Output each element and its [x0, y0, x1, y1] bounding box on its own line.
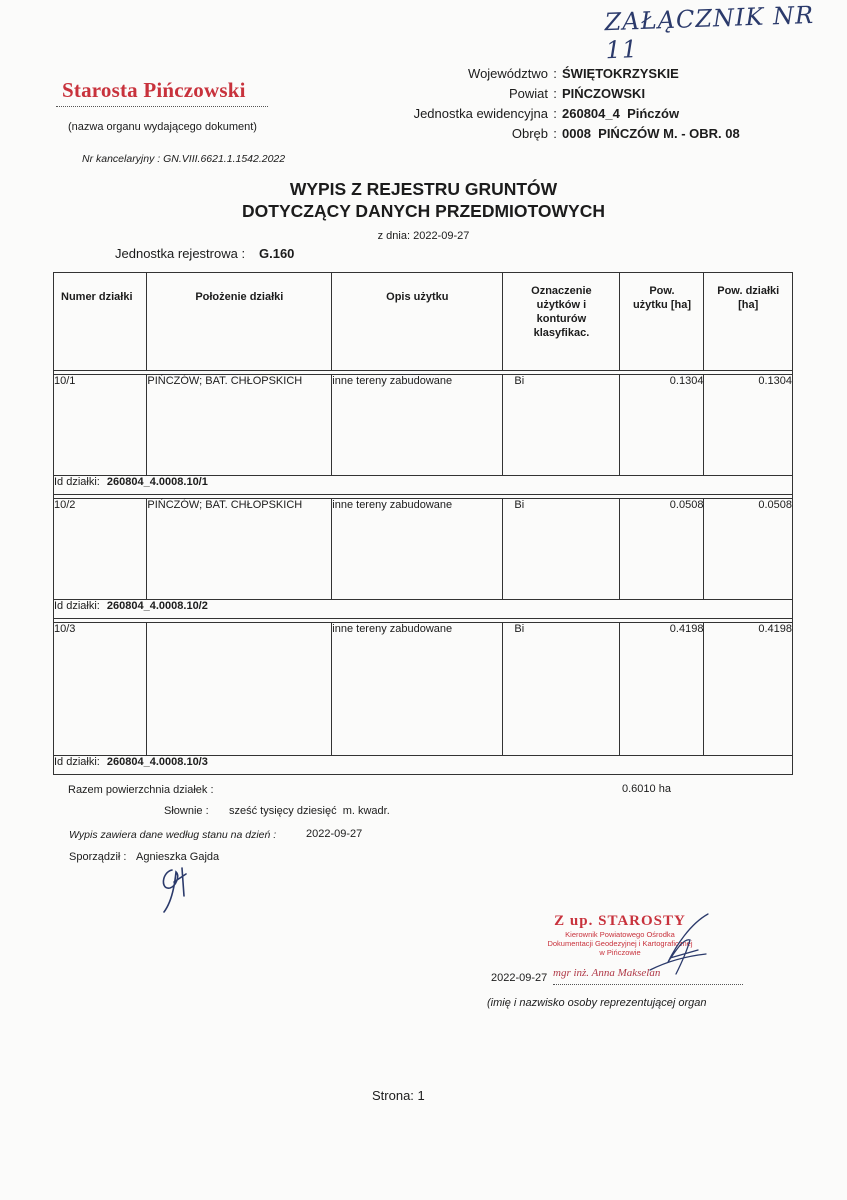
- wojewodztwo-value: ŚWIĘTOKRZYSKIE: [562, 65, 679, 81]
- nr-kancelaryjny: Nr kancelaryjny : GN.VIII.6621.1.1542.2022: [82, 153, 286, 165]
- cell-pow-uzytku: 0.1304: [620, 375, 704, 476]
- cell-opis: inne tereny zabudowane: [332, 499, 503, 600]
- signature-caption: (imię i nazwisko osoby reprezentującej organ: [487, 997, 707, 1009]
- wojewodztwo-label: Województwo: [468, 65, 548, 81]
- colon: :: [553, 105, 557, 121]
- cell-polozenie: PIŃCZÓW; BAT. CHŁOPSKICH: [147, 499, 332, 600]
- slownie-value: sześć tysięcy dziesięć m. kwadr.: [229, 805, 390, 817]
- handwritten-annex-note: ZAŁĄCZNIK NR 11: [604, 0, 815, 65]
- cell-pow-dzialki: 0.0508: [704, 499, 793, 600]
- id-value: 260804_4.0008.10/2: [106, 600, 208, 612]
- cell-opis: inne tereny zabudowane: [332, 623, 503, 756]
- cell-oznaczenie: Bi: [503, 375, 620, 476]
- cell-pow-uzytku: 0.0508: [620, 499, 704, 600]
- header-opis-uzytku: Opis użytku: [332, 273, 503, 371]
- cell-pow-uzytku: 0.4198: [620, 623, 704, 756]
- document-date: z dnia: 2022-09-27: [377, 230, 470, 242]
- id-label: Id działki:: [54, 476, 100, 488]
- table-header-row: [54, 273, 793, 371]
- register-table: [53, 272, 793, 775]
- header-polozenie: Położenie działki: [147, 273, 332, 371]
- colon: :: [553, 65, 557, 81]
- table-row: [54, 375, 793, 476]
- jednostka-ewidencyjna-label: Jednostka ewidencyjna: [413, 105, 548, 121]
- cell-opis: inne tereny zabudowane: [332, 375, 503, 476]
- slownie-label: Słownie :: [164, 805, 209, 817]
- stamp-line3: Dokumentacji Geodezyjnej i Kartograficznej: [547, 939, 693, 948]
- cell-pow-dzialki: 0.4198: [704, 623, 793, 756]
- issuing-organ-stamp: Starosta Pińczowski: [62, 78, 246, 102]
- id-cell: [54, 476, 793, 495]
- id-label: Id działki:: [54, 600, 100, 612]
- cell-polozenie: [147, 623, 332, 756]
- location-block: [380, 63, 800, 143]
- id-row: [54, 476, 793, 495]
- cell-numer: 10/2: [54, 499, 147, 600]
- table-row: [54, 499, 793, 600]
- organ-caption: (nazwa organu wydającego dokument): [68, 121, 257, 133]
- signature-dotted-line: [553, 984, 743, 985]
- signatory-name-stamp: mgr inż. Anna Makselan: [553, 967, 661, 979]
- id-value: 260804_4.0008.10/1: [106, 476, 208, 488]
- obreb-label: Obręb: [511, 125, 548, 141]
- document-title-line2: DOTYCZĄCY DANYCH PRZEDMIOTOWYCH: [242, 201, 605, 221]
- id-row: [54, 756, 793, 775]
- razem-label: Razem powierzchnia działek :: [68, 784, 214, 796]
- initials-signature: [150, 862, 200, 914]
- organ-dotted-line: [56, 106, 268, 107]
- cell-oznaczenie: Bi: [503, 623, 620, 756]
- signature-date: 2022-09-27: [491, 972, 548, 984]
- cell-numer: 10/1: [54, 375, 147, 476]
- header-pow-dzialki: Pow. działki [ha]: [704, 273, 793, 371]
- stamp-line1: Z up. STAROSTY: [554, 913, 686, 929]
- document-title-line1: WYPIS Z REJESTRU GRUNTÓW: [289, 179, 558, 199]
- table-row: [54, 623, 793, 756]
- id-cell: [54, 756, 793, 775]
- colon: :: [553, 85, 557, 101]
- razem-value: 0.6010 ha: [622, 783, 671, 795]
- powiat-value: PIŃCZOWSKI: [562, 85, 646, 101]
- id-label: Id działki:: [54, 756, 100, 768]
- id-row: [54, 600, 793, 619]
- cell-polozenie: PIŃCZÓW; BAT. CHŁOPSKICH: [147, 375, 332, 476]
- jednostka-rejestrowa-label: Jednostka rejestrowa :: [115, 246, 246, 261]
- id-cell: [54, 600, 793, 619]
- header-oznaczenie: Oznaczenie użytków i konturów klasyfikac.: [503, 273, 620, 371]
- cell-pow-dzialki: 0.1304: [704, 375, 793, 476]
- cell-numer: 10/3: [54, 623, 147, 756]
- obreb-value: 0008 PIŃCZÓW M. - OBR. 08: [562, 125, 740, 141]
- stan-label: Wypis zawiera dane według stanu na dzień :: [69, 829, 277, 841]
- stamp-line2: Kierownik Powiatowego Ośrodka: [565, 930, 675, 939]
- jednostka-rejestrowa-value: G.160: [259, 246, 295, 261]
- powiat-label: Powiat: [508, 85, 548, 101]
- sporzadzil-name: Agnieszka Gajda: [136, 851, 220, 863]
- id-value: 260804_4.0008.10/3: [106, 756, 208, 768]
- colon: :: [553, 125, 557, 141]
- sporzadzil-label: Sporządził :: [69, 851, 127, 863]
- page-number: Strona: 1: [372, 1088, 425, 1103]
- header-pow-uzytku: Pow. użytku [ha]: [620, 273, 704, 371]
- cell-oznaczenie: Bi: [503, 499, 620, 600]
- jednostka-ewidencyjna-value: 260804_4 Pińczów: [562, 105, 680, 121]
- stan-date: 2022-09-27: [306, 828, 363, 840]
- stamp-line4: w Pińczowie: [599, 948, 641, 957]
- header-numer-dzialki: Numer działki: [54, 273, 147, 371]
